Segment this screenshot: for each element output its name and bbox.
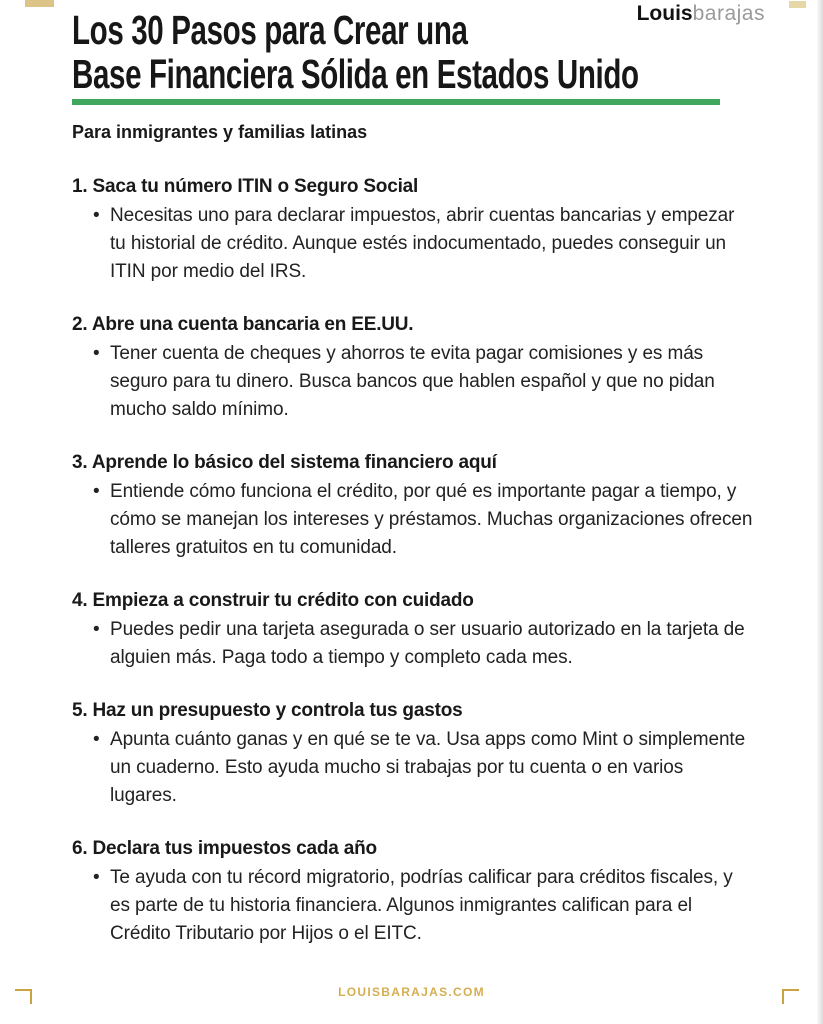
brand-logo-bold: Louis [636,2,693,25]
step-1-heading: 1. Saca tu número ITIN o Seguro Social [72,176,419,197]
bullet-icon: • [93,481,100,502]
list-item [72,202,823,286]
bullet-icon: • [93,729,100,750]
bullet-icon: • [93,343,100,364]
step-6-heading: 6. Declara tus impuestos cada año [72,838,377,859]
brand-logo [637,3,765,25]
list-item [72,864,823,948]
list-item [72,726,823,810]
step-5-heading: 5. Haz un presupuesto y controla tus gastos [72,700,463,721]
title-line-2: Base Financiera Sólida en Estados Unido [72,51,639,97]
steps-list [72,174,823,948]
frame-corner-bottom-right-icon [782,989,799,1004]
step-4-bullet-text: Puedes pedir una tarjeta asegurada o ser usuario autorizado en la tarjeta de alguien más. Paga todo a tiempo y completo cada mes. [110,619,745,668]
step-1 [72,174,823,286]
bullet-icon: • [93,867,100,888]
step-5 [72,698,823,810]
step-4 [72,588,823,672]
list-item [72,340,823,424]
page-edge-shadow [817,0,823,1024]
step-3-bullet-text: Entiende cómo funciona el crédito, por qué es importante pagar a tiempo, y cómo se manejan los intereses y préstamos. Muchas organizaciones ofrecen talleres gratuitos en tu comunidad. [110,481,753,558]
subtitle: Para inmigrantes y familias latinas [72,122,368,142]
bullet-icon: • [93,619,100,640]
step-6-bullet-text: Te ayuda con tu récord migratorio, podrías calificar para créditos fiscales, y es parte de tu historia financiera. Algunos inmigrantes califican para el Crédito Tributario por Hijos o el EITC. [110,867,733,944]
step-1-bullet-text: Necesitas uno para declarar impuestos, abrir cuentas bancarias y empezar tu historial de crédito. Aunque estés indocumentado, puedes conseguir un ITIN por medio del IRS. [110,205,735,282]
list-item [72,616,823,672]
header [0,0,823,105]
step-4-heading: 4. Empieza a construir tu crédito con cuidado [72,590,474,611]
title-underline [72,99,720,105]
step-3-heading: 3. Aprende lo básico del sistema financiero aquí [72,452,497,473]
step-2-heading: 2. Abre una cuenta bancaria en EE.UU. [72,314,414,335]
step-2-bullet-text: Tener cuenta de cheques y ahorros te evita pagar comisiones y es más seguro para tu dinero. Busca bancos que hablen español y que no pidan mucho saldo mínimo. [110,343,715,420]
bullet-icon: • [93,205,100,226]
title-line-1: Los 30 Pasos para Crear una [72,7,468,53]
list-item [72,478,823,562]
brand-logo-light: barajas [692,2,765,25]
step-3 [72,450,823,562]
step-2 [72,312,823,424]
footer-website-link[interactable]: LOUISBARAJAS.COM [338,985,485,999]
step-5-bullet-text: Apunta cuánto ganas y en qué se te va. Usa apps como Mint o simplemente un cuaderno. Esto ayuda mucho si trabajas por tu cuenta o en varios lugares. [110,729,746,806]
step-6 [72,836,823,948]
